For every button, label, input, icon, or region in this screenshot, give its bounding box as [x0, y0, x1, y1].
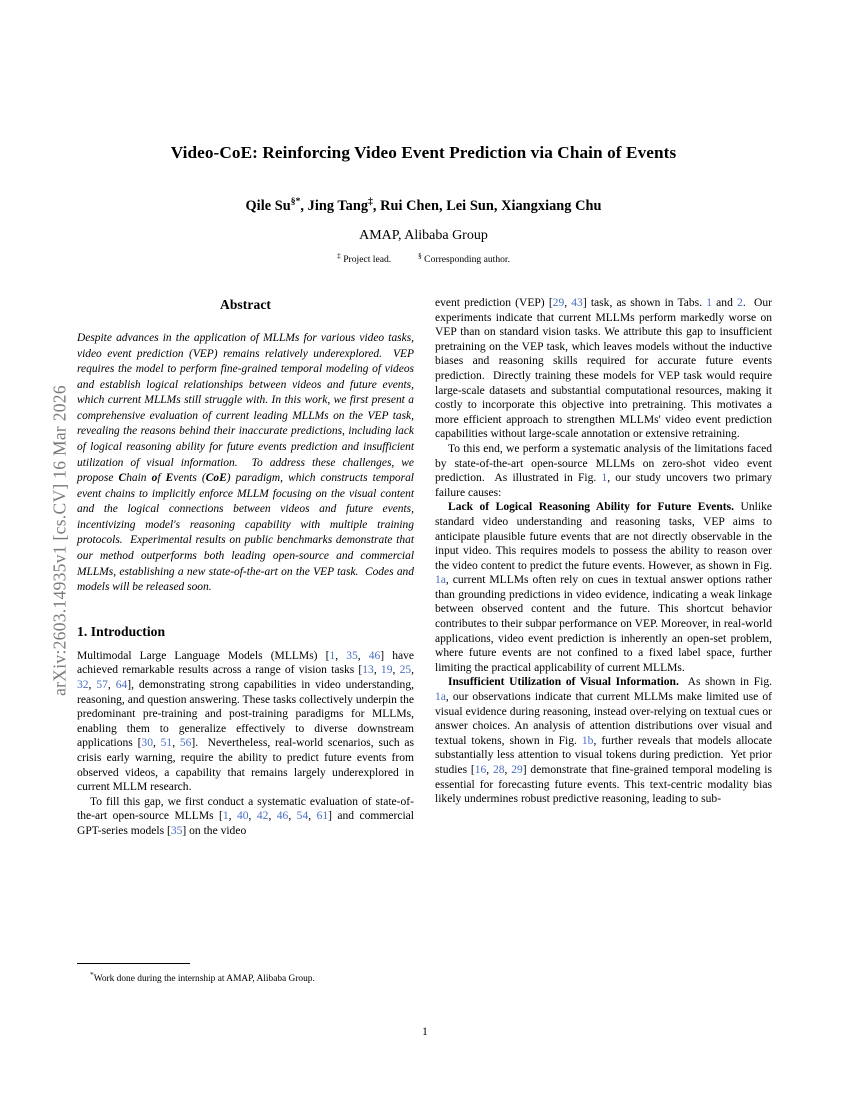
affiliation: AMAP, Alibaba Group [359, 228, 488, 244]
project-lead-note [337, 251, 392, 266]
footnote-rule [77, 963, 190, 964]
project-lead-text: Project lead. [343, 254, 392, 266]
abstract-body: Despite advances in the application of MLLMs for various video tasks, video event prediction (VEP) remains relatively underexplored. VEP requires the model to perform fine-grained temporal modeling of videos and establish logical relationships between videos and future events, which current MLLMs still struggle with. In this work, we first present a comprehensive evaluation of current leading MLLMs on the VEP task, revealing the reasons behind their inaccurate predictions, including lack of logical reasoning ability for future events prediction and insufficient utilization of visual information. To address these challenges, we propose Chain of Events (CoE) paradigm, which constructs temporal event chains to implicitly enforce MLLM focusing on the visual content and the logical connections between videos and future events, incentivizing model's reasoning capability with multiple training protocols. Experimental results on public benchmarks demonstrate that our method outperforms both leading open-source and commercial MLLMs, establishing a new state-of-the-art on the VEP task. Codes and models will be released soon. [77, 332, 414, 594]
page-title: Video-CoE: Reinforcing Video Event Prediction via Chain of Events [170, 143, 677, 162]
right-paragraph-3: Lack of Logical Reasoning Ability for Future Events. Unlike standard video understanding and reasoning tasks, VEP aims to anticipate plausible future events that are not directly observable in the input video. This requires models to possess the ability to reason over the video content to predict the future events. However, as shown in Fig. 1a, current MLLMs often rely on cues in textual answer options rather than grounding predictions in video evidence, indicating a weak linkage between observed content and the future. This shortcut behavior contributes to their subpar performance on VEP. Moreover, in real-world applications, video event prediction is inherently an open-set problem, where future events are not confined to a fixed label space, further limiting the practical applicability of current MLLMs. [435, 501, 772, 674]
footnote-block [77, 963, 414, 985]
section-heading-introduction: 1. Introduction [77, 623, 166, 639]
corresponding-text: Corresponding author. [424, 254, 510, 266]
intro-paragraph-2: To fill this gap, we first conduct a systematic evaluation of state-of-the-art open-source MLLMs [1, 40, 42, 46, 54, 61] and commercial GPT-series models [35] on the video [77, 795, 415, 837]
footnote-text [77, 970, 414, 985]
corresponding-marker: § [417, 251, 422, 261]
footnote-marker: * [90, 970, 94, 979]
author-list: Qile Su§*, Jing Tang‡, Rui Chen, Lei Sun, Xiangxiang Chu [245, 196, 602, 214]
right-paragraph-4: Insufficient Utilization of Visual Information. As shown in Fig. 1a, our observations indicate that current MLLMs make limited use of visual evidence during reasoning, instead over-relying on textual cues or answer choices. An analysis of attention distributions over visual and textual tokens, shown in Fig. 1b, further reveals that models allocate substantially less attention to visual tokens during prediction. Yet prior studies [16, 28, 29] demonstrate that fine-grained temporal modeling is essential for forecasting future events. This text-centric modality bias likely undermines robust predictive reasoning, leading to sub- [435, 676, 772, 806]
arxiv-stamp-text: arXiv:2603.14935v1 [cs.CV] 16 Mar 2026 [49, 385, 70, 696]
page-number: 1 [422, 1026, 428, 1038]
project-lead-marker: ‡ [337, 251, 341, 261]
corresponding-note [417, 251, 510, 266]
title-block [77, 142, 770, 265]
right-paragraph-2: To this end, we perform a systematic analysis of the limitations faced by state-of-the-art open-source MLLMs on zero-shot video event prediction. As illustrated in Fig. 1, our study uncovers two primary failure causes: [435, 442, 772, 499]
right-paragraph-1: event prediction (VEP) [29, 43] task, as shown in Tabs. 1 and 2. Our experiments indicate that current MLLMs perform markedly worse on VEP than on standard vision tasks. We attribute this gap to insufficient pretraining on the VEP task, which leaves models without the inductive biases and reasoning skills required for accurate future events prediction. Directly training these models for VEP task would require large-scale datasets and substantial computational resources, making it costly to incorporate this objective into pretraining. This motivates a more efficient approach to strengthen MLLMs' video event prediction capabilities without large-scale annotation or extensive retraining. [435, 297, 772, 441]
footnote-body: Work done during the internship at AMAP, Alibaba Group. [93, 974, 315, 985]
author-notes [77, 251, 770, 265]
intro-paragraph-1: Multimodal Large Language Models (MLLMs) [1, 35, 46] have achieved remarkable results across a range of vision tasks [13, 19, 25, 32, 57, 64], demonstrating strong capabilities in video understanding, reasoning, and question answering. These tasks collectively underpin the predominant pre-training and post-training paradigms for MLLMs, enabling them to generalize effectively to diverse downstream applications [30, 51, 56]. Nevertheless, real-world scenarios, such as crisis early warning, require the ability to predict future events from observed videos, a capability that remains largely underexplored in current MLLM research. [77, 649, 415, 794]
abstract-heading: Abstract [219, 297, 272, 312]
left-column [77, 296, 414, 839]
right-column [435, 296, 772, 807]
